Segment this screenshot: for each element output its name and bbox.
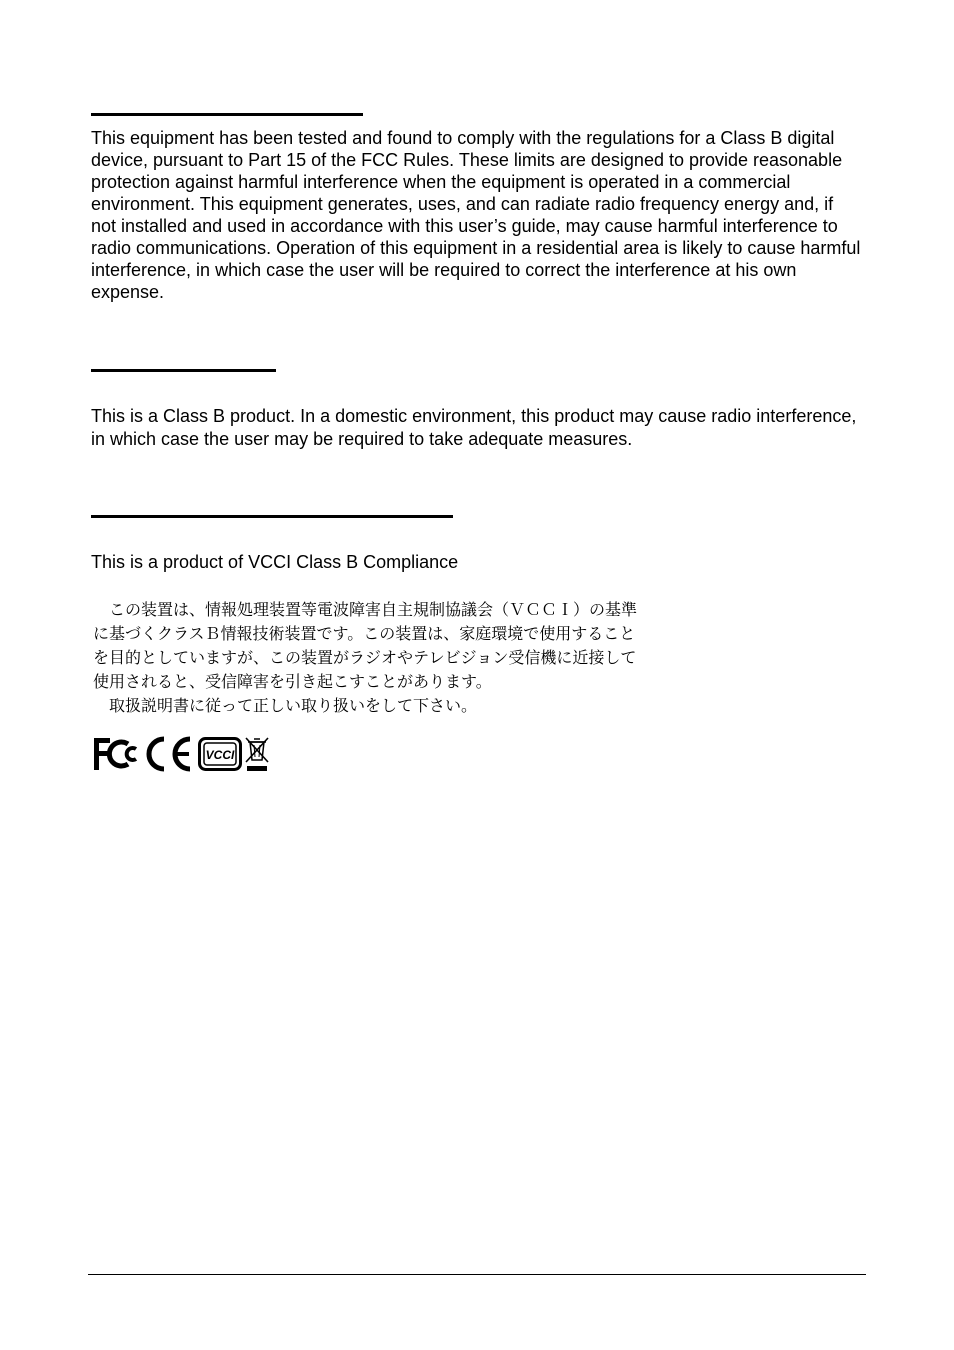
vcci-intro: This is a product of VCCI Class B Compliance <box>91 552 459 572</box>
fcc-logo-icon <box>92 736 140 772</box>
certification-logos <box>92 734 270 774</box>
vcci-japanese-line: を目的としていますが、この装置がラジオやテレビジョン受信機に近接して <box>93 648 637 667</box>
vcci-japanese-line: 取扱説明書に従って正しい取り扱いをして下さい。 <box>109 696 478 715</box>
ce-mark-icon <box>144 736 194 772</box>
weee-bin-icon <box>244 736 270 772</box>
vcci-heading-rule <box>91 515 453 518</box>
fcc-heading-rule <box>91 113 363 116</box>
footer-rule <box>88 1274 866 1275</box>
vcci-japanese-line: 使用されると、受信障害を引き起こすことがあります。 <box>93 672 492 691</box>
vcci-logo-icon <box>198 737 242 771</box>
ce-heading-rule <box>91 369 276 372</box>
ce-statement: This is a Class B product. In a domestic environment, this product may cause radio interference, in which case the user may be required to take adequate measures. <box>91 406 857 449</box>
fcc-statement: This equipment has been tested and found to comply with the regulations for a Class B digital device, pursuant to Part 15 of the FCC Rules. These limits are designed to provide reasonable protection against harmful interference when the equipment is operated in a commercial environment. This equipment generates, uses, and can radiate radio frequency energy and, if not installed and used in accordance with this user’s guide, may cause harmful interference to radio communications. Operation of this equipment in a residential area is likely to cause harmful interference, in which case the user will be required to correct the interference at his own expense. <box>91 128 861 302</box>
vcci-japanese-line: この装置は、情報処理装置等電波障害自主規制協議会（ＶＣＣＩ）の基準 <box>109 600 638 619</box>
vcci-logo-text: VCCI <box>205 748 235 762</box>
vcci-japanese-statement <box>93 598 713 718</box>
vcci-japanese-line: に基づくクラスＢ情報技術装置です。この装置は、家庭環境で使用すること <box>93 624 636 643</box>
